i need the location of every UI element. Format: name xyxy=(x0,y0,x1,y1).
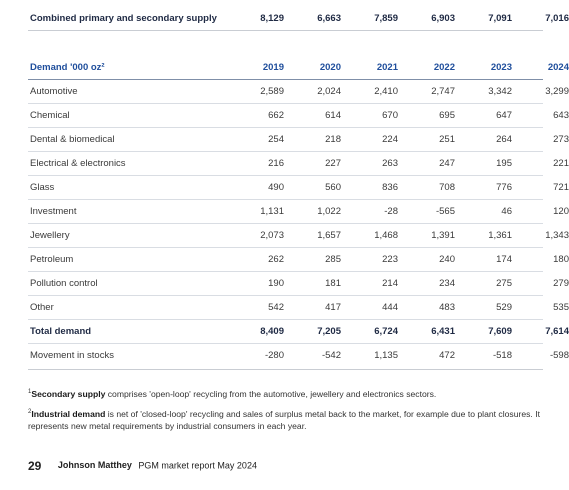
demand-row xyxy=(28,103,569,128)
row-value: 214 xyxy=(382,278,398,289)
row-value: 195 xyxy=(496,158,512,169)
row-value: 1,022 xyxy=(317,206,341,217)
row-value: 1,361 xyxy=(488,230,512,241)
row-label: Investment xyxy=(30,206,77,217)
demand-row xyxy=(28,247,569,272)
row-value: 7,205 xyxy=(317,326,341,337)
row-value: 662 xyxy=(268,110,284,121)
year-header: 2021 xyxy=(376,62,398,73)
row-value: 444 xyxy=(382,302,398,313)
row-value: 1,468 xyxy=(374,230,398,241)
row-value: 6,724 xyxy=(374,326,398,337)
footnote-text: comprises 'open-loop' recycling from the automotive, jewellery and electronics sectors. xyxy=(105,389,437,399)
row-value: 472 xyxy=(439,350,455,361)
row-value: 643 xyxy=(553,110,569,121)
year-header: 2020 xyxy=(319,62,341,73)
row-value: 218 xyxy=(325,134,341,145)
row-value: 190 xyxy=(268,278,284,289)
footnote-text: is net of 'closed-loop' recycling and sales of surplus metal back to the market, for example due to plant closures. It represents new metal requirements by industrial consumers in each year. xyxy=(28,409,540,431)
row-value: 227 xyxy=(325,158,341,169)
row-label: Electrical & electronics xyxy=(30,158,126,169)
row-value: 647 xyxy=(496,110,512,121)
row-value: 262 xyxy=(268,254,284,265)
row-value: 490 xyxy=(268,182,284,193)
row-value: 180 xyxy=(553,254,569,265)
row-value: 1,131 xyxy=(260,206,284,217)
row-label: Jewellery xyxy=(30,230,70,241)
row-value: 120 xyxy=(553,206,569,217)
demand-row xyxy=(28,79,569,104)
row-label: Pollution control xyxy=(30,278,98,289)
demand-row xyxy=(28,223,569,248)
row-label: Chemical xyxy=(30,110,70,121)
row-value: 708 xyxy=(439,182,455,193)
footnote-1 xyxy=(28,388,548,400)
row-value: 223 xyxy=(382,254,398,265)
row-label: Other xyxy=(30,302,54,313)
supply-value: 7,859 xyxy=(374,13,398,24)
row-value: 721 xyxy=(553,182,569,193)
row-value: 7,614 xyxy=(545,326,569,337)
row-value: 273 xyxy=(553,134,569,145)
row-value: 8,409 xyxy=(260,326,284,337)
row-value: 614 xyxy=(325,110,341,121)
row-value: -542 xyxy=(321,350,341,361)
row-value: 2,073 xyxy=(260,230,284,241)
row-label: Dental & biomedical xyxy=(30,134,115,145)
footnote-mark: 1 xyxy=(28,389,32,396)
row-value: 221 xyxy=(553,158,569,169)
footnote-term: Secondary supply xyxy=(31,389,106,399)
row-label: Glass xyxy=(30,182,55,193)
row-value: 275 xyxy=(496,278,512,289)
demand-row xyxy=(28,175,569,200)
row-value: 2,024 xyxy=(317,86,341,97)
row-label: Petroleum xyxy=(30,254,74,265)
row-value: 251 xyxy=(439,134,455,145)
demand-row xyxy=(28,127,569,152)
company-name: Johnson Matthey xyxy=(57,460,132,471)
row-value: 1,391 xyxy=(431,230,455,241)
supply-row xyxy=(28,6,569,31)
row-value: 836 xyxy=(382,182,398,193)
row-value: 1,135 xyxy=(374,350,398,361)
row-value: 2,589 xyxy=(260,86,284,97)
row-value: 417 xyxy=(325,302,341,313)
row-value: 285 xyxy=(325,254,341,265)
row-value: 529 xyxy=(496,302,512,313)
supply-value: 7,091 xyxy=(488,13,512,24)
year-header: 2023 xyxy=(490,62,512,73)
year-header: 2019 xyxy=(262,62,284,73)
row-value: 263 xyxy=(382,158,398,169)
row-value: 6,431 xyxy=(431,326,455,337)
demand-table-header xyxy=(28,55,569,80)
page-number: 29 xyxy=(28,459,42,473)
row-label: Automotive xyxy=(30,86,78,97)
row-value: 1,657 xyxy=(317,230,341,241)
report-title: PGM market report May 2024 xyxy=(138,460,257,471)
demand-row xyxy=(28,295,569,320)
row-value: -280 xyxy=(264,350,284,361)
supply-label: Combined primary and secondary supply xyxy=(30,13,217,24)
table-bottom-rule xyxy=(28,369,543,370)
supply-value: 6,663 xyxy=(317,13,341,24)
row-value: 3,299 xyxy=(545,86,569,97)
row-value: 776 xyxy=(496,182,512,193)
row-value: 279 xyxy=(553,278,569,289)
row-label: Total demand xyxy=(30,326,92,337)
footnote-term: Industrial demand xyxy=(31,409,106,419)
row-value: 3,342 xyxy=(488,86,512,97)
row-value: 7,609 xyxy=(488,326,512,337)
row-value: -28 xyxy=(384,206,398,217)
row-value: 240 xyxy=(439,254,455,265)
row-value: 224 xyxy=(382,134,398,145)
demand-row xyxy=(28,151,569,176)
row-value: 542 xyxy=(268,302,284,313)
supply-value: 7,016 xyxy=(545,13,569,24)
row-value: 181 xyxy=(325,278,341,289)
row-value: 46 xyxy=(501,206,512,217)
supply-value: 8,129 xyxy=(260,13,284,24)
demand-header-label: Demand '000 oz² xyxy=(30,62,105,73)
row-value: -518 xyxy=(492,350,512,361)
demand-row xyxy=(28,199,569,224)
row-value: 247 xyxy=(439,158,455,169)
movement-in-stocks-row xyxy=(28,343,569,367)
footnote-2 xyxy=(28,408,548,432)
row-value: -598 xyxy=(549,350,569,361)
demand-row xyxy=(28,271,569,296)
row-value: 2,410 xyxy=(374,86,398,97)
page-footer xyxy=(28,459,257,473)
row-value: 535 xyxy=(553,302,569,313)
row-value: 560 xyxy=(325,182,341,193)
year-header: 2022 xyxy=(433,62,455,73)
row-value: 254 xyxy=(268,134,284,145)
row-value: 483 xyxy=(439,302,455,313)
total-demand-row xyxy=(28,319,569,344)
row-value: 1,343 xyxy=(545,230,569,241)
year-header: 2024 xyxy=(547,62,569,73)
supply-value: 6,903 xyxy=(431,13,455,24)
row-value: 264 xyxy=(496,134,512,145)
row-label: Movement in stocks xyxy=(30,350,114,361)
row-value: 234 xyxy=(439,278,455,289)
row-value: 174 xyxy=(496,254,512,265)
row-value: 670 xyxy=(382,110,398,121)
row-value: -565 xyxy=(435,206,455,217)
row-value: 2,747 xyxy=(431,86,455,97)
footnotes xyxy=(28,388,548,440)
row-value: 216 xyxy=(268,158,284,169)
footnote-mark: 2 xyxy=(28,409,32,416)
row-value: 695 xyxy=(439,110,455,121)
